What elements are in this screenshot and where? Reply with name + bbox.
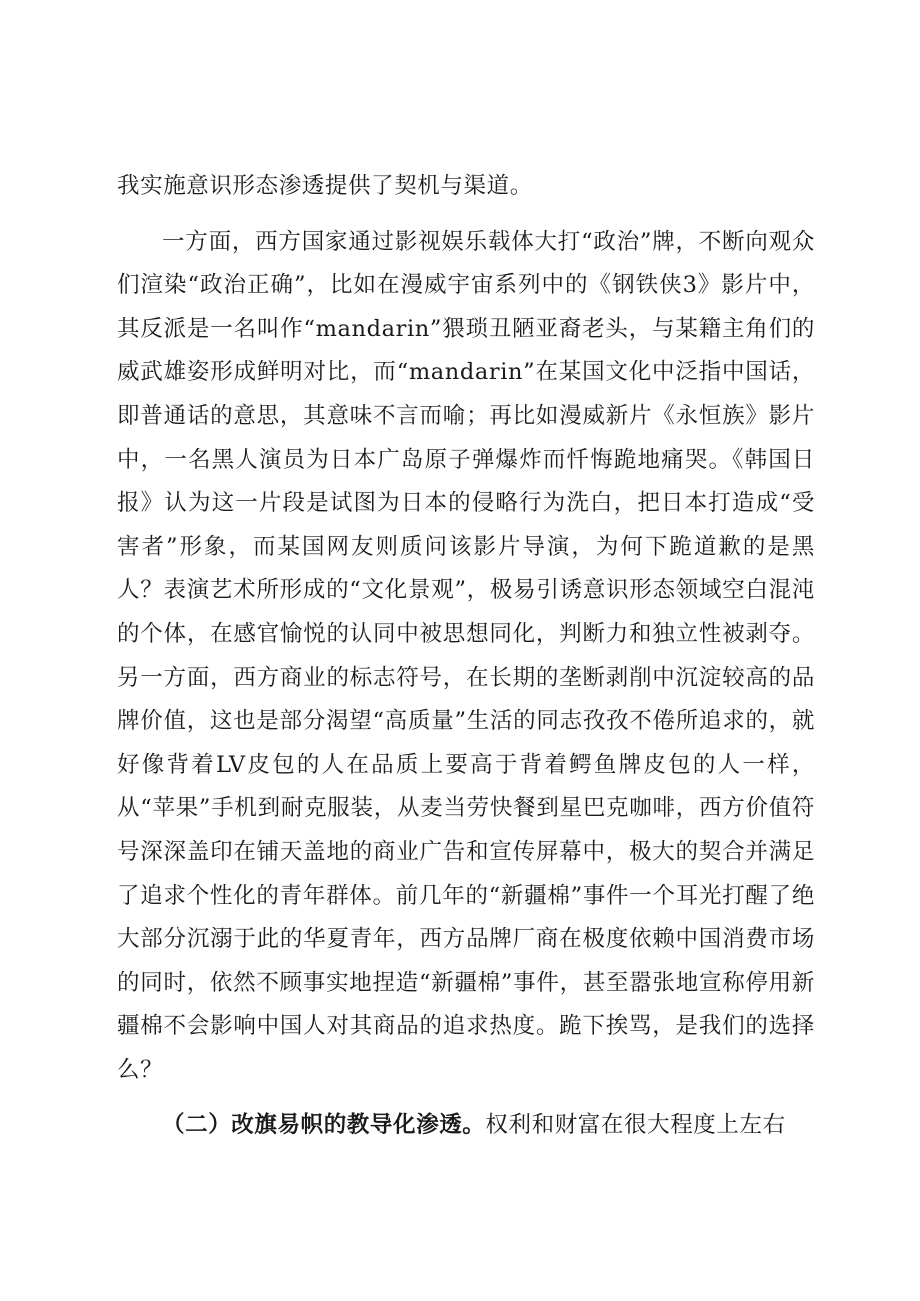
paragraph-continuation: 我实施意识形态渗透提供了契机与渠道。 [117, 173, 533, 199]
section-text: 权利和财富在很大程度上左右 [485, 1112, 786, 1139]
body-text [117, 165, 815, 1148]
paragraph-one-side: 一方面，西方国家通过影视娱乐载体大打“政治”牌，不断向观众们渲染“政治正确”，比如在漫威宇宙系列中的《钢铁侠3》影片中，其反派是一名叫作“mandarin”猥琐丑陋亚裔老头，与某籍主角们的威武雄姿形成鲜明对比，而“mandarin”在某国文化中泛指中国话，即普通话的意思，其意味不言而喻；再比如漫威新片《永恒族》影片中，一名黑人演员为日本广岛原子弹爆炸而忏悔跪地痛哭。《韩国日报》认为这一片段是试图为日本的侵略行为洗白，把日本打造成“受害者”形象，而某国网友则质问该影片导演，为何下跪道歉的是黑人？表演艺术所形成的“文化景观”，极易引诱意识形态领域空白混沌的个体，在感官愉悦的认同中被思想同化，判断力和独立性被剥夺。另一方面，西方商业的标志符号，在长期的垄断剥削中沉淀较高的品牌价值，这也是部分渴望“高质量”生活的同志孜孜不倦所追求的，就好像背着LV皮包的人在品质上要高于背着鳄鱼牌皮包的人一样，从“苹果”手机到耐克服装，从麦当劳快餐到星巴克咖啡，西方价值符号深深盖印在铺天盖地的商业广告和宣传屏幕中，极大的契合并满足了追求个性化的青年群体。前几年的“新疆棉”事件一个耳光打醒了绝大部分沉溺于此的华夏青年，西方品牌厂商在极度依赖中国消费市场的同时，依然不顾事实地捏造“新疆棉”事件，甚至嚣张地宣称停用新疆棉不会影响中国人对其商品的追求热度。跪下挨骂，是我们的选择么？ [117, 228, 815, 1083]
paragraph-section-two [117, 1104, 815, 1148]
section-heading: （二）改旗易帜的教导化渗透。 [162, 1112, 486, 1139]
